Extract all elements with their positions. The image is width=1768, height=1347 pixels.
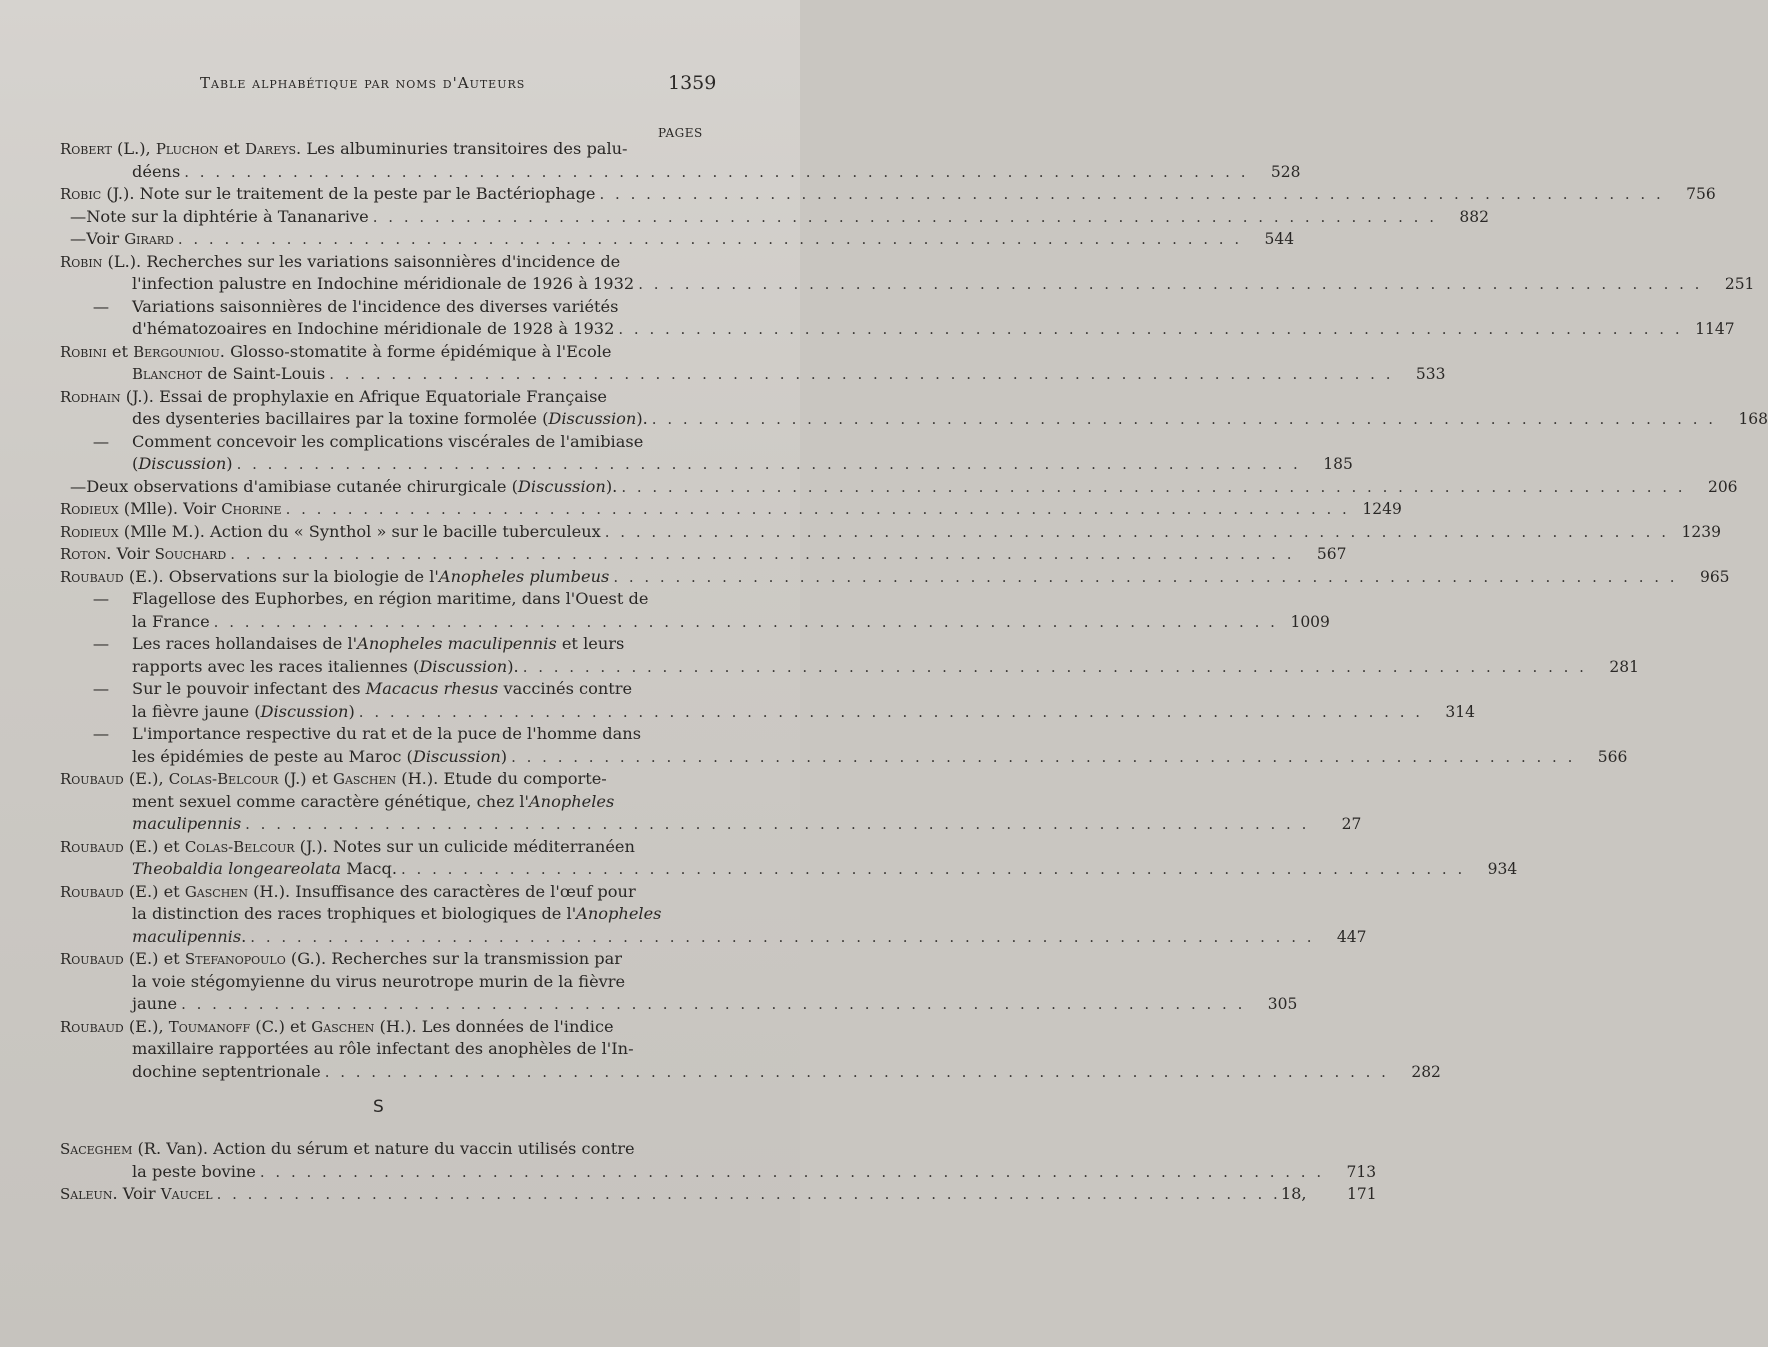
- index-entry-roubaud-3: [60, 836, 1518, 881]
- entry-line: [60, 813, 1362, 836]
- entry-text: déens: [132, 161, 181, 181]
- entry-text: [132, 903, 661, 926]
- entry-text: Colas-Belcour: [168, 770, 279, 788]
- entry-text: ): [348, 701, 355, 721]
- entry-line: [60, 1038, 710, 1061]
- dot-leader: [621, 476, 1685, 499]
- entry-text: [60, 948, 622, 971]
- entry-line: [60, 296, 710, 319]
- dot-leader: [250, 926, 1314, 949]
- entry-text: [60, 251, 620, 274]
- entry-text: (H.). Les données de l'indice: [374, 1016, 614, 1036]
- entry-line: [60, 408, 1768, 431]
- entry-text: Discussion: [419, 656, 508, 676]
- index-entry-robini: [60, 341, 1446, 386]
- page-ref: 1147: [1695, 320, 1735, 338]
- entry-text: Blanchot: [132, 365, 203, 383]
- entry-text: L'importance respective du rat et de la puce de l'homme dans: [132, 724, 642, 743]
- entry-text: Rodieux: [60, 500, 119, 518]
- entry-text: Gaschen: [184, 882, 248, 901]
- entry-text: maculipennis: [132, 814, 242, 833]
- page-ref: 544: [1264, 230, 1295, 248]
- entry-text: Discussion: [517, 476, 606, 496]
- entry-text: Gaschen: [311, 1017, 375, 1036]
- entry-text: Anopheles maculipennis: [357, 634, 557, 653]
- entry-text: . Voir: [106, 544, 155, 563]
- page-number: 1359: [668, 72, 717, 94]
- dash-marker: —: [70, 476, 87, 496]
- entry-text: [132, 633, 624, 656]
- index-entry-saleun: [60, 1183, 1377, 1206]
- entry-text: Stefanopoulo: [184, 950, 286, 968]
- page-ref: 206: [1707, 477, 1738, 496]
- entry-text: Gaschen: [332, 770, 397, 788]
- entry-text: et leurs: [556, 634, 625, 653]
- page-ref: 1249: [1362, 500, 1402, 518]
- entry-line: [60, 656, 1639, 679]
- entry-text: ).: [507, 656, 519, 676]
- entry-text: [60, 138, 628, 161]
- entry-text: (L.). Recherches sur les variations saisonnières d'incidence de: [102, 251, 621, 271]
- index-entry-robert: [60, 138, 1301, 183]
- entry-text: [132, 363, 325, 386]
- entry-text: ): [226, 454, 233, 473]
- index-entry-robic: [60, 183, 1716, 251]
- pages-column-label: PAGES: [658, 126, 703, 140]
- dot-leader: [325, 1061, 1389, 1084]
- entry-text: Roubaud: [60, 1017, 124, 1036]
- entry-text: [60, 498, 282, 521]
- entry-text: Roubaud: [60, 567, 124, 586]
- page-ref: 185: [1323, 455, 1353, 473]
- entry-line: [60, 1016, 710, 1039]
- dot-leader: [245, 813, 1309, 836]
- entry-text: Discussion: [260, 701, 349, 721]
- index-entry-roubaud-4: [60, 881, 1367, 949]
- page-ref: 756: [1686, 185, 1716, 203]
- dash-marker: —: [92, 296, 110, 316]
- section-letter-s: S: [373, 1097, 384, 1117]
- page-ref: 713: [1346, 1162, 1377, 1181]
- entry-text: [86, 476, 617, 499]
- entry-text: ): [500, 746, 508, 766]
- entry-text: . Glosso-stomatite à forme épidémique à l'Ecole: [219, 341, 612, 361]
- entry-text: dochine septentrionale: [132, 1061, 321, 1081]
- entry-text: Bergouniou: [133, 342, 220, 361]
- entry-text: l'infection palustre en Indochine méridionale de 1926 à 1932: [132, 274, 635, 293]
- entry-text: (G.). Recherches sur la transmission par: [285, 949, 623, 968]
- entry-text: (H.). Insuffisance des caractères de l'œuf pour: [247, 881, 636, 901]
- page-ref: 566: [1597, 747, 1628, 766]
- entry-text: Vaucel: [160, 1185, 213, 1203]
- page-ref: 168: [1738, 410, 1768, 428]
- page-ref: 1239: [1681, 522, 1721, 541]
- entry-text: Dareys: [244, 140, 297, 158]
- index-entry-rodieux-1: [60, 498, 1402, 521]
- entry-text: Robic: [60, 185, 102, 203]
- dot-leader: [329, 363, 1393, 386]
- entry-text: Roubaud: [60, 950, 124, 968]
- entry-text: (J.). Note sur le traitement de la peste par le Bactériophage: [101, 184, 596, 203]
- entry-text: (L.),: [111, 139, 156, 158]
- entry-text: [60, 881, 636, 904]
- entry-text: [132, 926, 246, 949]
- entry-text: [86, 228, 174, 251]
- entry-text: [60, 836, 635, 859]
- entry-text: Sur le pouvoir infectant des: [132, 679, 366, 698]
- entry-text: Roubaud: [60, 882, 124, 901]
- dot-leader: [260, 1161, 1324, 1184]
- entry-text: (C.) et: [250, 1016, 312, 1036]
- index-entry-roubaud-1: [60, 566, 1730, 769]
- index-entry-roubaud-6: [60, 1016, 1441, 1084]
- entry-line: [60, 791, 710, 814]
- volume-ref: 18,: [1280, 1184, 1307, 1203]
- entry-line: [60, 386, 710, 409]
- entry-text: .: [241, 926, 247, 946]
- entry-text: Toumanoff: [168, 1017, 251, 1036]
- dot-leader: [401, 858, 1465, 881]
- entry-text: Deux observations d'amibiase cutanée chirurgicale (: [86, 476, 518, 496]
- entry-text: [60, 386, 607, 409]
- entry-text: [60, 341, 611, 364]
- entry-text: [132, 791, 614, 814]
- entry-text: Theobaldia longeareolata: [132, 859, 342, 878]
- entry-text: Robini: [60, 342, 107, 361]
- page-ref: 447: [1336, 927, 1367, 946]
- index-entry-roubaud-5: [60, 948, 1298, 1016]
- page-ref: 882: [1459, 207, 1489, 226]
- entry-text: [132, 678, 632, 701]
- entry-line: [60, 498, 1402, 521]
- entry-text: (R. Van). Action du sérum et nature du vaccin utilisés contre: [132, 1139, 635, 1158]
- entry-text: [60, 566, 609, 589]
- page-ref: 533: [1415, 365, 1446, 383]
- entry-text: Pluchon: [155, 140, 219, 158]
- entry-line: [60, 251, 710, 274]
- entry-text: (J.). Notes sur un culicide méditerranéen: [294, 836, 635, 856]
- entry-line: [60, 1161, 1377, 1184]
- entry-text: (E.) et: [123, 836, 185, 856]
- page-ref: 251: [1724, 275, 1755, 293]
- page-ref: 305: [1267, 995, 1298, 1013]
- entry-text: ).: [636, 409, 648, 428]
- entry-line: [60, 633, 710, 656]
- dot-leader: [652, 408, 1716, 431]
- entry-text: rapports avec les races italiennes (: [132, 656, 420, 676]
- dot-leader: [359, 701, 1423, 724]
- entry-text: (Mlle M.). Action du « Synthol » sur le bacille tuberculeux: [118, 521, 601, 541]
- entry-text: [132, 656, 519, 679]
- entry-line: [60, 363, 1446, 386]
- entry-line: [60, 341, 710, 364]
- entry-line: [60, 993, 1298, 1016]
- entry-text: Anopheles: [576, 904, 662, 923]
- entry-text: [60, 521, 601, 544]
- index-entry-roubaud-2: [60, 768, 1362, 836]
- dot-leader: [181, 993, 1245, 1016]
- dash-marker: —: [92, 634, 110, 653]
- entry-text: d'hématozoaires en Indochine méridionale de 1928 à 1932: [132, 319, 615, 338]
- page-ref: 282: [1411, 1062, 1441, 1081]
- page-ref: 171: [1346, 1185, 1377, 1203]
- entry-line: [60, 881, 710, 904]
- entry-text: [132, 858, 397, 881]
- entry-text: la voie stégomyienne du virus neurotrope murin de la fièvre: [132, 971, 626, 991]
- entry-text: Robert: [60, 140, 112, 158]
- entry-text: [60, 183, 596, 206]
- entry-text: [132, 453, 233, 476]
- entry-text: et: [218, 139, 245, 158]
- entry-text: Anopheles: [528, 791, 615, 811]
- entry-text: les épidémies de peste au Maroc (: [132, 746, 413, 766]
- dot-leader: [638, 273, 1702, 296]
- page-ref: 528: [1270, 162, 1301, 181]
- entry-text: ).: [605, 476, 618, 496]
- entry-text: (: [132, 454, 139, 473]
- entry-line: [60, 926, 1367, 949]
- dot-leader: [217, 1183, 1281, 1206]
- entry-text: [60, 1183, 213, 1206]
- page-ref: 281: [1609, 657, 1639, 676]
- dash-marker: —: [70, 229, 87, 248]
- dash-marker: —: [92, 724, 110, 743]
- entry-text: Souchard: [154, 545, 227, 563]
- entry-text: Note sur la diphtérie à Tananarive: [86, 206, 369, 226]
- entry-text: maculipennis: [132, 926, 242, 946]
- entry-line: [60, 903, 710, 926]
- dot-leader: [511, 746, 1575, 769]
- dot-leader: [230, 543, 1294, 566]
- entry-text: Macq.: [341, 859, 398, 878]
- entry-text: Saceghem: [60, 1140, 133, 1158]
- entry-line: [60, 1138, 710, 1161]
- entry-line: [60, 206, 1489, 229]
- running-header-title: Table alphabétique par noms d'Auteurs: [200, 74, 526, 92]
- entry-text: . Voir: [112, 1184, 161, 1203]
- dot-leader: [286, 498, 1350, 521]
- dot-leader: [523, 656, 1587, 679]
- entry-text: . Les albuminuries transitoires des palu-: [296, 139, 628, 158]
- entry-text: vaccinés contre: [498, 679, 633, 698]
- entry-text: (J.). Essai de prophylaxie en Afrique Equatoriale Française: [120, 386, 607, 406]
- entry-text: [132, 408, 648, 431]
- entry-text: Roubaud: [60, 770, 124, 788]
- entry-text: de Saint-Louis: [202, 364, 326, 383]
- dot-leader: [178, 228, 1242, 251]
- entry-line: [60, 1061, 1441, 1084]
- entry-line: [60, 228, 1295, 251]
- entry-text: Anopheles plumbeus: [438, 566, 610, 586]
- entry-text: [132, 746, 507, 769]
- entry-text: (E.). Observations sur la biologie de l': [123, 566, 439, 586]
- entry-text: Roton: [60, 545, 107, 563]
- entry-line: [60, 161, 1301, 184]
- entry-line: [60, 521, 1721, 544]
- index-entry-roton: [60, 543, 1347, 566]
- author-index-list: [60, 138, 1768, 1083]
- entry-text: la distinction des races trophiques et biologiques de l': [132, 904, 577, 923]
- entry-text: maxillaire rapportées au rôle infectant des anophèles de l'In-: [132, 1039, 634, 1058]
- entry-text: [60, 1138, 635, 1161]
- entry-line: [60, 723, 710, 746]
- entry-text: (E.) et: [123, 949, 185, 968]
- dash-marker: —: [92, 679, 110, 698]
- dot-leader: [600, 183, 1664, 206]
- entry-text: ment sexuel comme caractère génétique, chez l': [132, 791, 529, 811]
- entry-text: Voir: [86, 229, 125, 248]
- dot-leader: [214, 611, 1278, 634]
- entry-text: Girard: [124, 230, 174, 248]
- page-ref: 934: [1487, 860, 1518, 878]
- entry-text: (J.) et: [278, 769, 333, 788]
- page-ref: 965: [1699, 567, 1730, 586]
- entry-text: la fièvre jaune (: [132, 701, 261, 721]
- entry-text: Rodieux: [60, 522, 119, 541]
- entry-line: [60, 476, 1738, 499]
- entry-line: [60, 543, 1347, 566]
- dash-marker: —: [70, 206, 87, 226]
- entry-text: Roubaud: [60, 837, 124, 856]
- dot-leader: [373, 206, 1437, 229]
- index-entry-rodhain: [60, 386, 1768, 499]
- entry-text: Saleun: [60, 1185, 113, 1203]
- entry-text: Comment concevoir les complications viscérales de l'amibiase: [132, 431, 644, 451]
- entry-line: [60, 836, 710, 859]
- entry-text: [60, 1016, 614, 1039]
- entry-text: Robin: [60, 252, 103, 271]
- entry-line: [60, 701, 1476, 724]
- entry-line: [60, 611, 1330, 634]
- dash-marker: —: [92, 431, 110, 451]
- entry-text: Colas-Belcour: [184, 837, 295, 856]
- entry-text: (E.),: [123, 769, 169, 788]
- entry-text: (E.),: [123, 1016, 169, 1036]
- entry-text: (E.) et: [123, 881, 185, 901]
- index-entry-robin: [60, 251, 1755, 341]
- index-entry-saceghem: [60, 1138, 1377, 1183]
- entry-line: [60, 318, 1735, 341]
- entry-text: Les races hollandaises de l': [132, 634, 358, 653]
- page-ref: 1009: [1290, 612, 1330, 631]
- entry-line: [60, 768, 710, 791]
- entry-line: [60, 138, 710, 161]
- entry-text: Discussion: [412, 746, 501, 766]
- entry-text: et: [106, 341, 134, 361]
- entry-text: Rodhain: [60, 387, 121, 406]
- entry-text: Discussion: [138, 454, 227, 473]
- entry-line: [60, 566, 1730, 589]
- entry-text: Variations saisonnières de l'incidence des diverses variétés: [132, 296, 619, 316]
- entry-text: Flagellose des Euphorbes, en région maritime, dans l'Ouest de: [132, 589, 649, 608]
- entry-line: [60, 858, 1518, 881]
- entry-line: [60, 1183, 1377, 1206]
- index-entry-rodieux-2: [60, 521, 1721, 544]
- entry-line: [60, 746, 1628, 769]
- page-ref: 27: [1341, 815, 1362, 833]
- dash-marker: —: [92, 589, 110, 608]
- dot-leader: [605, 521, 1669, 544]
- page-ref: 567: [1316, 545, 1347, 563]
- dot-leader: [618, 318, 1682, 341]
- entry-text: Chorine: [221, 500, 282, 518]
- entry-text: (H.). Etude du comporte-: [396, 769, 607, 788]
- entry-text: [132, 701, 355, 724]
- page-ref: 314: [1445, 702, 1476, 721]
- entry-text: la peste bovine: [132, 1161, 256, 1181]
- entry-text: jaune: [132, 994, 178, 1013]
- author-index-list-s: [60, 1138, 1377, 1206]
- entry-text: Discussion: [548, 409, 637, 428]
- dot-leader: [184, 161, 1248, 184]
- entry-text: Macacus rhesus: [365, 679, 499, 698]
- entry-text: (Mlle). Voir: [118, 499, 222, 518]
- entry-text: [60, 543, 226, 566]
- entry-text: des dysenteries bacillaires par la toxine formolée (: [132, 409, 549, 428]
- entry-text: [60, 768, 607, 791]
- entry-line: [60, 431, 710, 454]
- entry-line: [60, 588, 710, 611]
- entry-line: [60, 273, 1755, 296]
- entry-line: [60, 183, 1716, 206]
- dot-leader: [237, 453, 1301, 476]
- entry-line: [60, 678, 710, 701]
- entry-text: la France: [132, 611, 210, 631]
- entry-line: [60, 453, 1353, 476]
- dot-leader: [613, 566, 1677, 589]
- entry-line: [60, 948, 710, 971]
- entry-line: [60, 971, 710, 994]
